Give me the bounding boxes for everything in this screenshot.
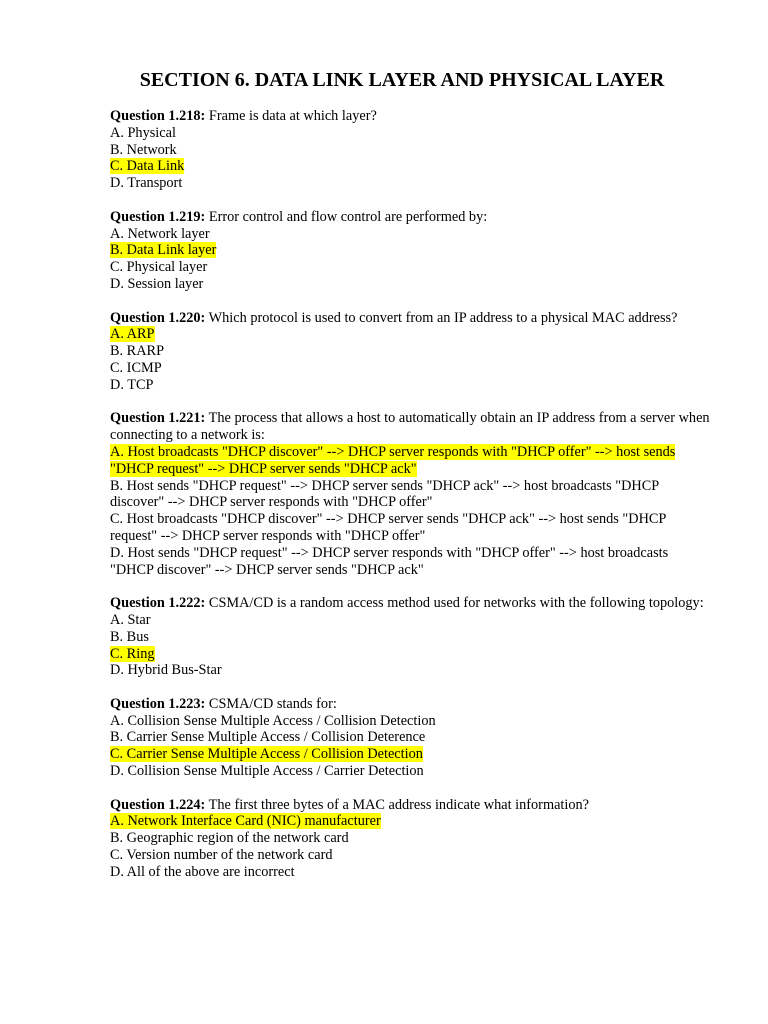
answer-option-highlighted: A. Network Interface Card (NIC) manufacturer	[110, 813, 381, 830]
answer-option: C. Host broadcasts "DHCP discover" --> DHCP server sends "DHCP ack" --> host sends "DHCP request" --> DHCP server responds with "DHCP offer"	[110, 511, 666, 544]
question-number: Question 1.222:	[110, 595, 206, 612]
question-stem	[110, 410, 710, 444]
answer-option: D. Transport	[110, 175, 183, 192]
answer-option: A. Star	[110, 611, 151, 628]
question-list	[110, 108, 710, 897]
question-text: The process that allows a host to automatically obtain an IP address from a server when connecting to a network is:	[110, 410, 710, 444]
question-block	[110, 696, 710, 780]
question-text: Error control and flow control are performed by:	[208, 208, 488, 225]
answer-option: B. Geographic region of the network card	[110, 830, 349, 847]
answer-option: B. Bus	[110, 628, 149, 645]
question-block	[110, 108, 710, 192]
answer-option: D. Host sends "DHCP request" --> DHCP server responds with "DHCP offer" --> host broadcasts "DHCP discover" --> DHCP server sends "DHCP ack"	[110, 544, 669, 578]
question-stem	[110, 310, 710, 327]
answer-option: D. Session layer	[110, 275, 204, 292]
question-number: Question 1.224:	[110, 796, 206, 813]
question-number: Question 1.221:	[110, 410, 206, 427]
answer-option: A. Network layer	[110, 225, 210, 242]
answer-option: C. Version number of the network card	[110, 847, 333, 864]
question-stem	[110, 108, 710, 125]
answer-option-highlighted: C. Carrier Sense Multiple Access / Collision Detection	[110, 746, 423, 763]
question-number: Question 1.218:	[110, 108, 206, 124]
answer-option: C. ICMP	[110, 359, 162, 376]
answer-option: B. Carrier Sense Multiple Access / Collision Deterence	[110, 729, 426, 746]
answer-option-highlighted: A. ARP	[110, 326, 155, 343]
question-block	[110, 797, 710, 881]
answer-option-highlighted: C. Ring	[110, 645, 155, 662]
question-stem	[110, 209, 710, 226]
question-stem	[110, 797, 710, 814]
question-stem	[110, 696, 710, 713]
answer-option: B. RARP	[110, 343, 165, 360]
answer-option: D. All of the above are incorrect	[110, 863, 295, 880]
question-block	[110, 410, 710, 578]
answer-option: D. Hybrid Bus-Star	[110, 662, 222, 679]
answer-option-highlighted: C. Data Link	[110, 158, 185, 175]
section-title: SECTION 6. DATA LINK LAYER AND PHYSICAL LAYER	[139, 69, 665, 91]
answer-option-highlighted: B. Data Link layer	[110, 242, 217, 259]
question-block	[110, 595, 710, 679]
answer-option: B. Host sends "DHCP request" --> DHCP server sends "DHCP ack" --> host broadcasts "DHCP discover" --> DHCP server responds with "DHCP offer"	[110, 477, 659, 511]
question-text: CSMA/CD is a random access method used for networks with the following topology:	[208, 595, 704, 612]
question-text: CSMA/CD stands for:	[208, 695, 337, 712]
question-number: Question 1.219:	[110, 208, 206, 225]
answer-option-highlighted: A. Host broadcasts "DHCP discover" --> DHCP server responds with "DHCP offer" --> host sends "DHCP request" --> DHCP server sends "DHCP ack"	[110, 443, 676, 477]
question-number: Question 1.223:	[110, 695, 206, 712]
answer-option: D. Collision Sense Multiple Access / Carrier Detection	[110, 763, 424, 780]
answer-option: A. Collision Sense Multiple Access / Collision Detection	[110, 712, 436, 729]
question-number: Question 1.220:	[110, 309, 206, 326]
question-block	[110, 209, 710, 293]
answer-option: A. Physical	[110, 124, 176, 141]
answer-option: B. Network	[110, 141, 177, 158]
question-text: Frame is data at which layer?	[208, 108, 377, 124]
answer-option: D. TCP	[110, 376, 154, 393]
question-text: The first three bytes of a MAC address indicate what information?	[208, 796, 589, 813]
answer-option: C. Physical layer	[110, 259, 208, 276]
question-text: Which protocol is used to convert from an IP address to a physical MAC address?	[208, 309, 678, 326]
question-stem	[110, 595, 710, 612]
question-block	[110, 310, 710, 394]
